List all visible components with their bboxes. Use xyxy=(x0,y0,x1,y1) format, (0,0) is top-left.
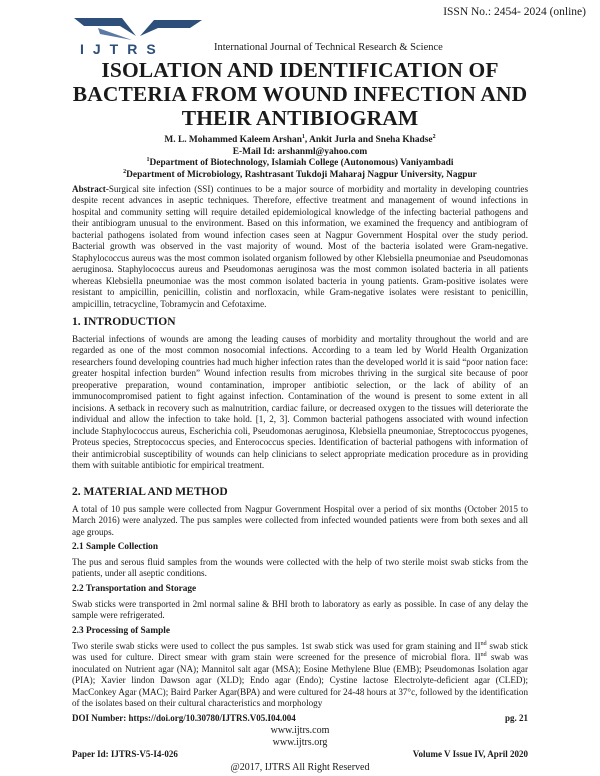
affil-sup: 1 xyxy=(146,156,150,163)
affiliation-2 xyxy=(40,170,560,182)
intro-heading: 1. INTRODUCTION xyxy=(72,316,176,328)
transport-text: Swab sticks were transported in 2ml normal saline & BHI broth to laboratory as early as possible. In case of any delay the sample were refrigerated. xyxy=(72,599,528,621)
author-line xyxy=(40,135,560,147)
processing-text xyxy=(72,641,528,710)
abstract-label: Abstract- xyxy=(72,184,109,194)
affil-sup: 2 xyxy=(123,168,127,175)
sample-collection-text: The pus and serous fluid samples from the wounds were collected with the help of two sterile moist swab sticks from the patients, under all aseptic conditions. xyxy=(72,557,528,579)
site-link-com[interactable]: www.ijtrs.com xyxy=(270,725,330,736)
abstract-text: Surgical site infection (SSI) continues to be a major source of morbidity and mortality in developing countries despite recent advances in aseptic techniques. Therefore, effective treatment and management of wound infections in hospital and community setting will require detailed epidemiological knowledge of the infecting bacterial pathogens and their antibiogram unusual to the environment. Based on this information, we examined the frequency and antibiogram of bacterial pathogens isolated from wound infection cases seen at Nagpur Government Hospital over the study period. Bacterial growth was observed in the vast majority of wound. Most of the bacteria isolated were Gram-negative. Staphylococcus aureus was the most common isolated organism followed by other Klebsiella pneumoniae and Pseudomonas aeruginosa. Staphylococcus aureus and Pseudomonas aeruginosa was the most common isolated bacteria in all patients whereas Klebsiella pneumoniae was the most common isolated bacteria in young patients. Gram-positive isolates were resistant to ampicillin, penicillin, colistin and norfloxacin, while Gram-negative isolates were resistant to penicillin, ampicillin, tetracycline, Tobramycin and Cefotaxime. xyxy=(72,184,528,309)
transport-heading: 2.2 Transportation and Storage xyxy=(72,584,197,594)
affil-text: Department of Biotechnology, Islamiah College (Autonomous) Vaniyambadi xyxy=(149,158,454,168)
journal-logo xyxy=(62,14,212,58)
email-line: E-Mail Id: arshanml@yahoo.com xyxy=(232,146,368,157)
author-names: , Ankit Jurla and Sneha Khadse xyxy=(304,135,433,145)
processing-heading: 2.3 Processing of Sample xyxy=(72,626,170,636)
author-block xyxy=(40,135,560,181)
processing-text-part: Two sterile swab sticks were used to collect the pus samples. 1st swab stick was used for gram staining and II xyxy=(72,641,481,651)
method-heading: 2. MATERIAL AND METHOD xyxy=(72,486,228,498)
issn-label: ISSN No.: 2454- 2024 (online) xyxy=(443,6,586,18)
abstract xyxy=(72,184,528,310)
author-sup: 1 xyxy=(301,133,305,140)
paper-id: Paper Id: IJTRS-V5-I4-026 xyxy=(72,749,178,759)
volume-issue: Volume V Issue IV, April 2020 xyxy=(412,749,528,759)
doi-link[interactable]: DOI Number: https://doi.org/10.30780/IJTRS.V05.I04.004 xyxy=(72,713,296,723)
affiliation-1 xyxy=(40,158,560,170)
author-name: M. L. Mohammed Kaleem Arshan xyxy=(164,135,302,145)
title-line: THEIR ANTIBIOGRAM xyxy=(181,106,419,130)
logo-text: IJTRS xyxy=(80,41,165,57)
journal-name: International Journal of Technical Research & Science xyxy=(214,42,443,53)
processing-text-part: swab was inoculated on Nutrient agar (NA); Mannitol salt agar (MSA); Eosine Methylene Blue (EMB); Pseudomonas Isolation agar (PIA); Xavier lindon Dawson agar (XLD); Endo agar (Endo); Cystine lactose Electrolyte-deficient agar (CLED); MacConkey Agar (MAC); Baird Parker Agar(BPA) and were cultured for 24-48 hours at 37°c, followed by the identification of the isolates based on their cultural characteristics and morphology xyxy=(72,652,528,709)
site-link-org[interactable]: www.ijtrs.org xyxy=(272,737,328,748)
title-line: ISOLATION AND IDENTIFICATION OF xyxy=(101,58,499,82)
author-sup: 2 xyxy=(432,133,436,140)
sample-collection-heading: 2.1 Sample Collection xyxy=(72,542,158,552)
paper-title xyxy=(40,58,560,130)
affil-text: Department of Microbiology, Rashtrasant Tukdoji Maharaj Nagpur University, Nagpur xyxy=(126,169,477,180)
method-text: A total of 10 pus sample were collected from Nagpur Government Hospital over a period of six months (October 2015 to March 2016) were analyzed. The pus samples were collected from infected wounded patients were from both sexes and all age groups. xyxy=(72,504,528,537)
processing-text-part: swab stick was used for culture. Direct smear with gram stain were screened for the presence of microbial flora. II xyxy=(72,641,528,663)
intro-text: Bacterial infections of wounds are among the leading causes of morbidity and mortality throughout the world and are regarded as one of the most common nosocomial infections. According to a team led by World Health Organization researchers found developing countries had much higher infection rates than the developed world it is said “poor nation face: greater hospital infection burden” Wound infection results from microbes thriving in the surgical site because of poor preoperative preparation, wound contamination, improper antibiotic selection, or the lack of ability of an immunocompromised patient to fight against infection. Contamination of the wound is present to some extent in all incisions. A setback in recovery such as malnutrition, cardiac failure, or decreased oxygen to the tissues will deteriorate the individual and allow the infection to take hold. [1, 2, 3]. Common bacterial pathogens associated with wound infection include Staphylococcus aureus, Escherichia coli, Pseudomonas aeruginosa, Klebsiella pneumoniae, Streptococcus pyogenes, Proteus species, Streptococcus species, and Enterococcus species. Identification of bacterial pathogens with information of their antimicrobial susceptibility of wounds can help clinicians to select appropriate medication procedure as in providing them with suitable antibiotic for empirical treatment. xyxy=(72,334,528,470)
page-number: pg. 21 xyxy=(504,713,528,723)
logo-emblem-icon xyxy=(62,14,212,44)
title-line: BACTERIA FROM WOUND INFECTION AND xyxy=(72,82,528,106)
copyright: @2017, IJTRS All Right Reserved xyxy=(230,762,370,773)
ordinal-sup: nd xyxy=(480,640,487,647)
ordinal-sup: nd xyxy=(480,652,487,659)
